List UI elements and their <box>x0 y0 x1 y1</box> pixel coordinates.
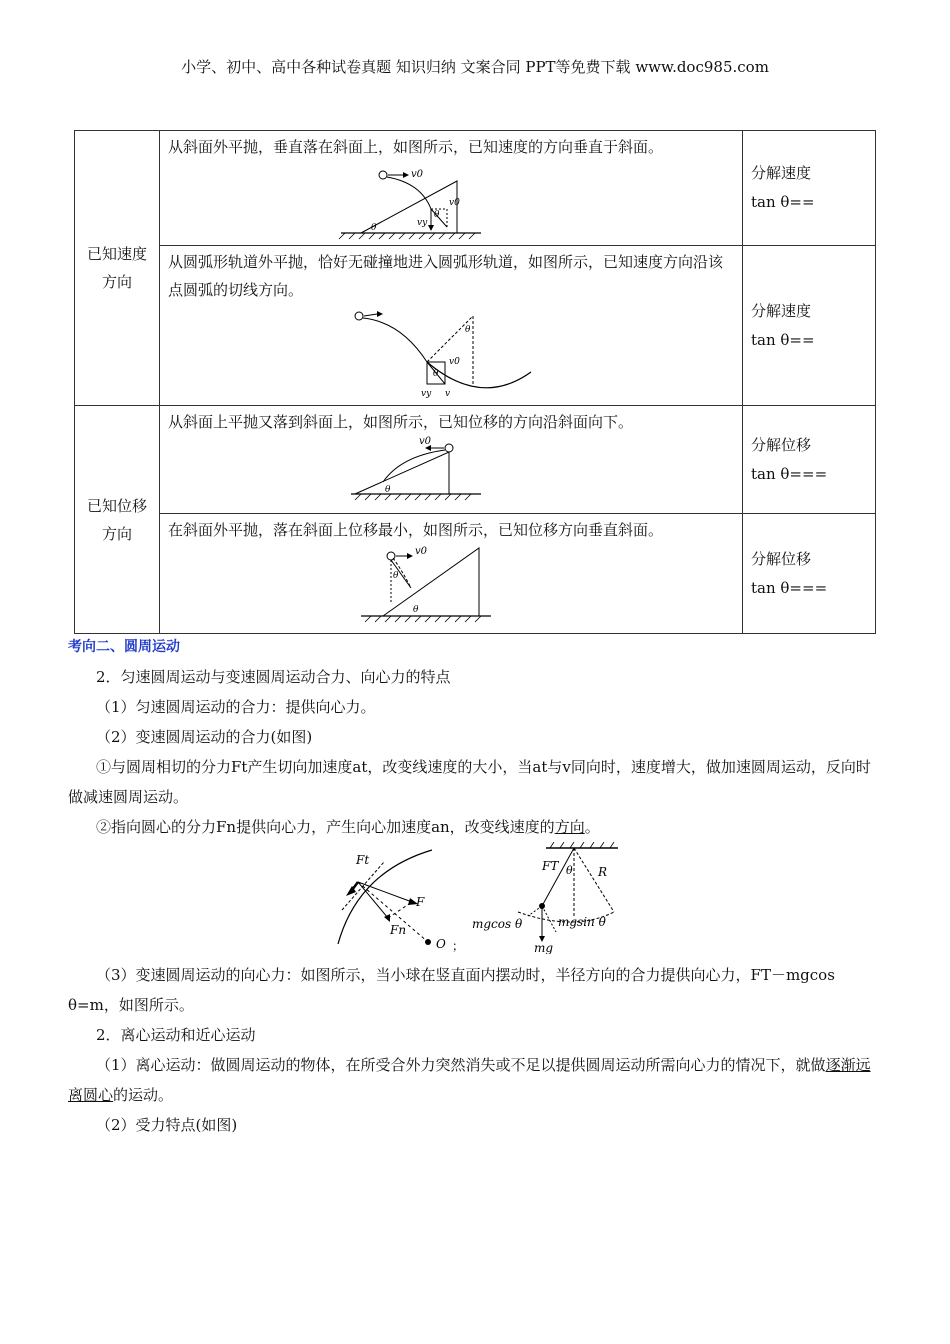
section-title: 考向二、圆周运动 <box>68 639 180 655</box>
svg-text:v: v <box>445 389 451 398</box>
label-r: R <box>598 865 608 879</box>
svg-text:θ: θ <box>465 325 471 335</box>
paragraph: 2．匀速圆周运动与变速圆周运动合力、向心力的特点 <box>96 668 451 686</box>
category-velocity <box>75 131 160 406</box>
fig-slope-perpendicular <box>331 161 571 245</box>
result-formula: tan θ=== <box>751 578 828 597</box>
category-label: 已知位移 <box>86 496 147 515</box>
fig-min-displacement <box>331 544 571 624</box>
row-desc <box>160 246 743 406</box>
text-span: 。 <box>584 818 600 836</box>
row-result <box>743 406 876 514</box>
svg-text:vy: vy <box>417 218 428 228</box>
result-method: 分解速度 <box>751 301 812 320</box>
paragraph: （2）受力特点(如图) <box>96 1116 238 1134</box>
underlined-term: 逐渐远离圆心 <box>68 1056 871 1104</box>
svg-text:θ: θ <box>413 605 419 615</box>
category-label: 已知速度 <box>86 245 147 263</box>
row-result <box>743 514 876 634</box>
result-method: 分解速度 <box>751 164 812 182</box>
row-result <box>743 131 876 246</box>
paragraph: （3）变速圆周运动的向心力：如图所示，当小球在竖直面内摆动时，半径方向的合力提供向心力，FT－mgcos θ=m，如图所示。 <box>68 966 835 1014</box>
label-mgsin: mgsin θ <box>558 915 606 929</box>
category-displacement <box>75 406 160 634</box>
fig-on-slope <box>331 436 571 502</box>
svg-text:θ: θ <box>393 571 399 581</box>
label-mgcos: mgcos θ <box>472 917 523 931</box>
paragraph: ①与圆周相切的分力Ft产生切向加速度at，改变线速度的大小，当at与v同向时，速度增大，做加速圆周运动，反向时做减速圆周运动。 <box>68 758 871 806</box>
label-f: F <box>416 895 425 909</box>
paragraph <box>68 812 884 842</box>
section-circular <box>68 632 884 842</box>
label-ft-tension: FT <box>542 859 559 873</box>
label-theta: θ <box>566 864 573 877</box>
text-span: （1）离心运动：做圆周运动的物体，在所受合外力突然消失或不足以提供圆周运动所需向心力的情况下，就做 <box>96 1056 826 1074</box>
svg-text:θ: θ <box>433 369 439 379</box>
row-desc <box>160 131 743 246</box>
svg-text:θ: θ <box>434 210 440 220</box>
projectile-table <box>74 130 876 634</box>
svg-text:θ: θ <box>385 485 391 495</box>
svg-text:v0: v0 <box>419 436 432 447</box>
svg-text:v0: v0 <box>415 546 428 557</box>
category-label: 方向 <box>101 524 132 543</box>
text-span: ②指向圆心的分力Fn提供向心力，产生向心加速度an，改变线速度的 <box>96 818 555 836</box>
fig-variable-circular-forces <box>328 842 628 954</box>
row-desc <box>160 406 743 514</box>
label-semicolon: ； <box>452 939 465 953</box>
underlined-term: 方向 <box>554 818 585 836</box>
label-ft: Ft <box>356 853 370 867</box>
svg-text:v0: v0 <box>449 198 460 208</box>
result-method: 分解位移 <box>751 549 812 568</box>
fig-arc-tangent <box>331 304 571 398</box>
svg-text:vy: vy <box>421 389 432 398</box>
result-formula: tan θ== <box>751 330 815 349</box>
row-result <box>743 246 876 406</box>
label-mg: mg <box>534 941 554 954</box>
svg-text:v0: v0 <box>449 357 460 367</box>
paragraph: （1）匀速圆周运动的合力：提供向心力。 <box>96 698 376 716</box>
category-label: 方向 <box>101 273 132 291</box>
result-formula: tan θ== <box>751 193 815 211</box>
text-span: 的运动。 <box>113 1086 174 1104</box>
row-desc-text: 从斜面上平抛又落到斜面上，如图所示，已知位移的方向沿斜面向下。 <box>168 413 634 431</box>
label-fn: Fn <box>390 923 407 937</box>
row-desc-text: 在斜面外平抛，落在斜面上位移最小，如图所示，已知位移方向垂直斜面。 <box>168 521 664 539</box>
row-desc-text: 从圆弧形轨道外平抛，恰好无碰撞地进入圆弧形轨道，如图所示，已知速度方向沿该点圆弧的切线方向。 <box>168 253 724 299</box>
result-formula: tan θ=== <box>751 464 828 483</box>
paragraph <box>68 1050 884 1110</box>
paragraph: （2）变速圆周运动的合力(如图) <box>96 728 313 746</box>
page-header: 小学、初中、高中各种试卷真题 知识归纳 文案合同 PPT等免费下载 www.doc985.com <box>181 58 769 76</box>
label-o: O <box>436 937 446 951</box>
paragraph: 2．离心运动和近心运动 <box>96 1026 256 1044</box>
row-desc-text: 从斜面外平抛，垂直落在斜面上，如图所示，已知速度的方向垂直于斜面。 <box>168 138 664 156</box>
result-method: 分解位移 <box>751 435 812 454</box>
svg-text:θ: θ <box>371 223 377 233</box>
section-continued <box>68 960 884 1140</box>
row-desc <box>160 514 743 634</box>
svg-text:v0: v0 <box>411 169 424 180</box>
